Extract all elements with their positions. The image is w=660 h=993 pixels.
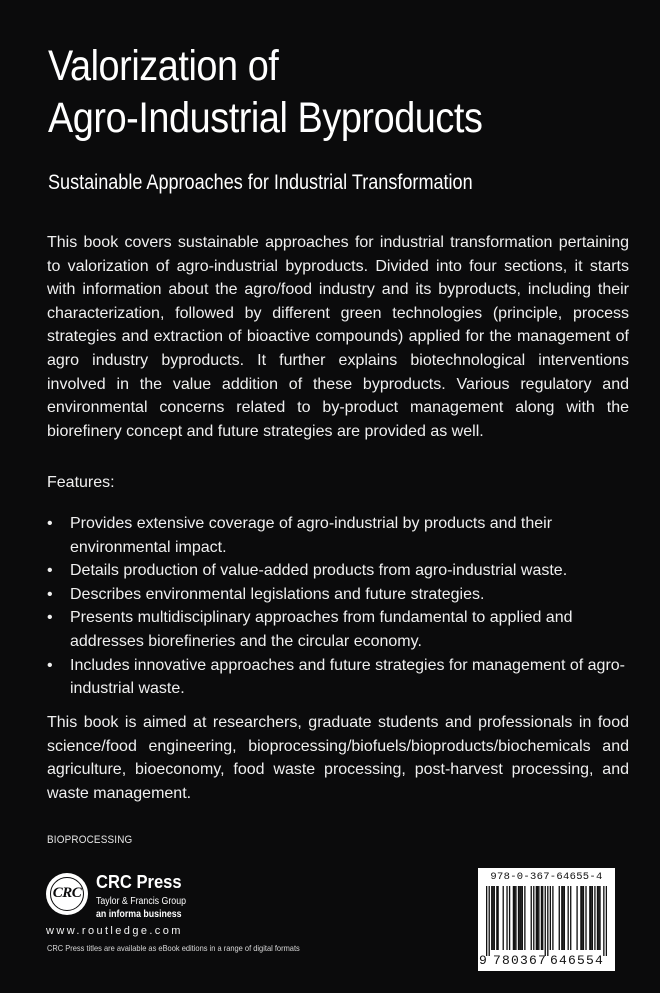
- barcode-bar: [576, 886, 577, 950]
- barcode-bar: [531, 886, 532, 950]
- barcode-bar: [537, 886, 538, 950]
- barcode-bar: [491, 886, 492, 950]
- barcode-bars: [486, 886, 607, 956]
- book-title: [48, 40, 482, 144]
- barcode-bar: [542, 886, 543, 950]
- isbn-lead-digit: 9: [479, 953, 487, 968]
- barcode-bar: [494, 886, 495, 950]
- barcode-bar: [606, 886, 607, 956]
- barcode-bar: [562, 886, 563, 950]
- barcode-bar: [489, 886, 490, 956]
- barcode-bar: [492, 886, 493, 950]
- barcode-bar: [541, 886, 542, 950]
- barcode-bar: [533, 886, 534, 950]
- book-description: This book covers sustainable approaches for industrial transformation pertaining to valorization of agro-industrial byproducts. Divided into four sections, it starts with information about the agro/food industry and its byproducts, including their characterization, followed by different green technologies (principle, process strategies and extraction of bioactive compounds) applied for the management of agro industry byproducts. It further explains biotechnological interventions involved in the value addition of these byproducts. Various regulatory and environmental concerns related to by-product management along with the biorefinery concept and future strategies are provided as well.: [47, 234, 629, 440]
- barcode-bar: [561, 886, 562, 950]
- barcode-bar: [582, 886, 583, 950]
- isbn-barcode: [478, 868, 615, 971]
- barcode-bar: [603, 886, 604, 956]
- barcode-bar: [522, 886, 523, 950]
- feature-text: Details production of value-added products from agro-industrial waste.: [70, 562, 568, 580]
- isbn-right-group: 646554: [550, 953, 605, 968]
- feature-text: Presents multidisciplinary approaches from fundamental to applied and addresses biorefineries and the circular economy.: [70, 609, 573, 650]
- feature-item: [47, 512, 637, 559]
- bullet-icon: •: [47, 609, 53, 627]
- audience-statement: This book is aimed at researchers, graduate students and professionals in food science/food engineering, bioprocessing/biofuels/bioproducts/biochemicals and agriculture, bioeconomy, food waste processing, post-harvest processing, and waste management.: [47, 714, 629, 802]
- barcode-bar: [598, 886, 599, 950]
- barcode-bar: [570, 886, 571, 950]
- barcode-bar: [536, 886, 537, 950]
- barcode-bar: [550, 886, 551, 950]
- barcode-bar: [599, 886, 600, 950]
- barcode-bar: [597, 886, 598, 950]
- bullet-icon: •: [47, 585, 53, 603]
- barcode-bar: [524, 886, 525, 950]
- barcode-bar: [568, 886, 569, 950]
- barcode-bar: [580, 886, 581, 950]
- bullet-icon: •: [47, 562, 53, 580]
- barcode-bar: [519, 886, 520, 950]
- barcode-bar: [585, 886, 586, 950]
- barcode-bar: [594, 886, 595, 950]
- title-line-2: Agro-Industrial Byproducts: [48, 94, 483, 142]
- barcode-bar: [506, 886, 507, 950]
- barcode-bar: [538, 886, 539, 950]
- feature-item: [47, 654, 637, 701]
- feature-item: [47, 606, 637, 653]
- publisher-website: www.routledge.com: [46, 925, 183, 937]
- ebook-note: CRC Press titles are available as eBook editions in a range of digital formats: [47, 943, 300, 953]
- barcode-bar: [589, 886, 590, 950]
- barcode-bar: [552, 886, 553, 950]
- barcode-bar: [486, 886, 487, 956]
- barcode-bar: [564, 886, 565, 950]
- barcode-bar: [547, 886, 548, 956]
- title-line-1: Valorization of: [48, 42, 279, 90]
- barcode-bar: [520, 886, 521, 950]
- publisher-name: CRC Press: [96, 872, 182, 892]
- book-subtitle: Sustainable Approaches for Industrial Transformation: [48, 171, 473, 194]
- crc-logo-icon: [46, 873, 88, 915]
- feature-text: Provides extensive coverage of agro-industrial by products and their environmental impact.: [70, 515, 553, 556]
- barcode-bar: [545, 886, 546, 956]
- features-label: Features:: [47, 474, 115, 491]
- barcode-bar: [509, 886, 510, 950]
- feature-item: [47, 583, 637, 607]
- barcode-bar: [590, 886, 591, 950]
- barcode-bar: [559, 886, 560, 950]
- crc-logo-mark: CRC: [52, 885, 82, 901]
- barcode-bar: [583, 886, 584, 950]
- feature-text: Describes environmental legislations and future strategies.: [70, 585, 485, 603]
- feature-text: Includes innovative approaches and future strategies for management of agro-industrial waste.: [70, 656, 625, 698]
- publisher-group: Taylor & Francis Group: [96, 896, 186, 907]
- barcode-bar: [513, 886, 514, 950]
- barcode-bar: [496, 886, 497, 950]
- barcode-bar: [518, 886, 519, 950]
- barcode-bar: [592, 886, 593, 950]
- bullet-icon: •: [47, 656, 53, 674]
- barcode-bar: [503, 886, 504, 950]
- barcode-bar: [515, 886, 516, 950]
- publisher-informa: an informa business: [96, 909, 182, 920]
- barcode-bar: [497, 886, 498, 950]
- feature-item: [47, 559, 637, 583]
- bullet-icon: •: [47, 515, 53, 532]
- isbn-number: 978-0-367-64655-4: [490, 871, 603, 883]
- features-list: [47, 512, 637, 701]
- isbn-left-group: 780367: [493, 953, 548, 968]
- subject-category: BIOPROCESSING: [47, 834, 133, 846]
- barcode-bar: [514, 886, 515, 950]
